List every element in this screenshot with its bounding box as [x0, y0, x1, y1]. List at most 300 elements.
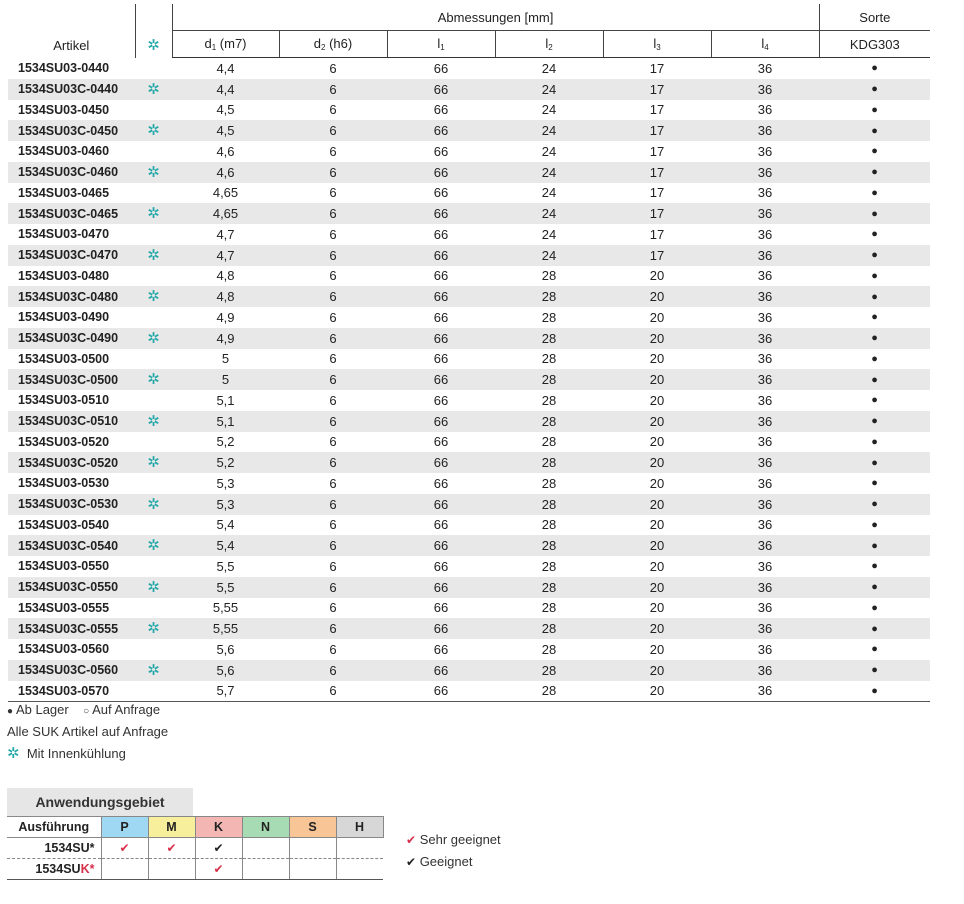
- table-row: [8, 639, 930, 660]
- l1-cell: 66: [387, 162, 495, 183]
- d2-cell: 6: [279, 328, 387, 349]
- l4-cell: 36: [711, 535, 819, 556]
- l3-cell: 20: [649, 434, 665, 450]
- l4-header: $l_4$: [711, 31, 819, 58]
- l2-cell: 24: [541, 226, 557, 242]
- stock-dot-icon: ●: [871, 560, 878, 573]
- artikel-cell: 1534SU03-0480: [18, 268, 110, 283]
- artikel-cell: 1534SU03C-0470: [8, 245, 135, 266]
- l2-cell: 28: [495, 577, 603, 598]
- l4-cell: 36: [757, 268, 773, 284]
- l1-cell: 66: [387, 681, 495, 702]
- l3-cell: 17: [603, 203, 711, 224]
- l2-cell: 28: [541, 558, 557, 574]
- coolant-cell: [135, 473, 172, 494]
- snowflake-icon: ✲: [135, 162, 172, 183]
- l4-cell: 36: [711, 203, 819, 224]
- l3-cell: 20: [603, 577, 711, 598]
- snowflake-icon: ✲: [135, 660, 172, 681]
- l2-cell: 28: [541, 351, 557, 367]
- l4-cell: 36: [757, 143, 773, 159]
- l3-cell: 17: [649, 226, 665, 242]
- suitability-cell-empty: [101, 859, 148, 880]
- l4-cell: 36: [757, 558, 773, 574]
- l3-cell: 20: [649, 558, 665, 574]
- coolant-header: [135, 4, 172, 58]
- snowflake-icon: ✲: [7, 745, 20, 762]
- coolant-cell: [135, 307, 172, 328]
- l4-cell: 36: [757, 475, 773, 491]
- table-row: [8, 203, 930, 224]
- d1-cell: 5,2: [172, 452, 279, 473]
- l3-cell: 20: [603, 369, 711, 390]
- l3-cell: 17: [649, 185, 665, 201]
- very-suitable-legend: [406, 832, 501, 847]
- artikel-cell: 1534SU03-0550: [18, 559, 110, 574]
- request-circle-icon: ○: [83, 706, 90, 717]
- red-check-icon: ✔: [213, 862, 224, 876]
- table-row: [8, 79, 930, 100]
- l2-cell: 24: [495, 120, 603, 141]
- artikel-header: Artikel: [53, 37, 90, 53]
- table-row: [8, 660, 930, 681]
- l4-cell: 36: [711, 660, 819, 681]
- l3-header: $l_3$: [603, 31, 711, 58]
- l3-cell: 20: [649, 309, 665, 325]
- red-check-icon: ✔: [166, 841, 177, 855]
- artikel-cell: 1534SU03C-0510: [8, 411, 135, 432]
- d2-cell: 6: [329, 517, 337, 533]
- stock-dot-icon: ●: [819, 203, 930, 224]
- d1-cell: 5,1: [172, 411, 279, 432]
- l2-cell: 28: [541, 434, 557, 450]
- artikel-cell: 1534SU03C-0530: [8, 494, 135, 515]
- coolant-cell: [135, 432, 172, 453]
- d2-cell: 6: [329, 641, 337, 657]
- d2-cell: 6: [329, 60, 337, 76]
- l1-cell: 66: [433, 185, 449, 201]
- ausfuehrung-cell: 1534SUK*: [7, 859, 101, 880]
- snowflake-icon: ✲: [135, 618, 172, 639]
- l1-cell: 66: [387, 535, 495, 556]
- l3-cell: 20: [603, 535, 711, 556]
- artikel-cell: 1534SU03-0440: [18, 61, 110, 76]
- table-row: [8, 494, 930, 515]
- artikel-cell: 1534SU03-0530: [18, 476, 110, 491]
- coolant-cell: [135, 266, 172, 287]
- red-check-icon: ✔: [406, 833, 417, 847]
- d1-cell: 5,4: [172, 535, 279, 556]
- stock-dot-icon: ●: [819, 162, 930, 183]
- l4-cell: 36: [711, 79, 819, 100]
- l2-cell: 24: [495, 245, 603, 266]
- artikel-cell: 1534SU03-0465: [18, 185, 110, 200]
- l2-cell: 28: [541, 600, 557, 616]
- snowflake-icon: ✲: [135, 369, 172, 390]
- l3-cell: 17: [603, 120, 711, 141]
- artikel-cell: 1534SU03C-0440: [8, 79, 135, 100]
- l2-cell: 28: [541, 517, 557, 533]
- suitability-cell: [101, 838, 148, 859]
- d1-cell: 4,8: [216, 268, 235, 284]
- suitability-cell-empty: [148, 859, 195, 880]
- l3-cell: 20: [649, 392, 665, 408]
- l3-cell: 20: [603, 618, 711, 639]
- l2-cell: 28: [495, 660, 603, 681]
- l3-cell: 20: [603, 660, 711, 681]
- d2-cell: 6: [329, 309, 337, 325]
- stock-dot-icon: ●: [819, 452, 930, 473]
- artikel-cell: 1534SU03-0540: [18, 517, 110, 532]
- application-header-row: [7, 817, 383, 838]
- stock-dot-icon: ●: [871, 103, 878, 116]
- header-row-top: [8, 4, 930, 31]
- table-row: [8, 141, 930, 162]
- l3-cell: 20: [603, 681, 711, 702]
- l1-cell: 66: [433, 226, 449, 242]
- coolant-label: Mit Innenkühlung: [26, 746, 126, 761]
- coolant-cell: [135, 515, 172, 536]
- d2-cell: 6: [329, 226, 337, 242]
- d1-cell: 4,7: [172, 245, 279, 266]
- l4-cell: 36: [711, 452, 819, 473]
- l3-cell: 20: [603, 286, 711, 307]
- l3-cell: 17: [649, 102, 665, 118]
- artikel-cell: 1534SU03C-0490: [8, 328, 135, 349]
- artikel-cell: 1534SU03C-0560: [8, 660, 135, 681]
- d2-cell: 6: [279, 411, 387, 432]
- l4-cell: 36: [757, 641, 773, 657]
- d2-cell: 6: [279, 120, 387, 141]
- d2-cell: 6: [279, 203, 387, 224]
- artikel-cell: 1534SU03C-0555: [8, 618, 135, 639]
- stock-dot-icon: ●: [871, 477, 878, 490]
- suitability-cell-empty: [289, 859, 336, 880]
- l3-cell: 20: [649, 641, 665, 657]
- stock-dot-icon: ●: [871, 228, 878, 241]
- d1-cell: 4,4: [216, 60, 235, 76]
- coolant-legend: [7, 746, 126, 761]
- l1-cell: 66: [387, 494, 495, 515]
- table-row: [8, 390, 930, 411]
- d1-cell: 5,55: [172, 618, 279, 639]
- l2-cell: 28: [495, 328, 603, 349]
- d1-header: $d_1$ (m7): [172, 31, 279, 58]
- l2-cell: 28: [495, 535, 603, 556]
- snowflake-icon: ✲: [135, 452, 172, 473]
- d2-cell: 6: [279, 452, 387, 473]
- d1-cell: 4,65: [172, 203, 279, 224]
- d2-cell: 6: [279, 577, 387, 598]
- d2-cell: 6: [279, 535, 387, 556]
- l3-cell: 20: [649, 351, 665, 367]
- stock-dot-icon: ●: [871, 145, 878, 158]
- l4-cell: 36: [757, 600, 773, 616]
- l2-cell: 28: [495, 369, 603, 390]
- stock-dot-icon: ●: [819, 577, 930, 598]
- suitable-label: Geeignet: [419, 854, 473, 869]
- stock-dot-icon: ●: [871, 186, 878, 199]
- coolant-cell: [135, 224, 172, 245]
- l1-cell: 66: [387, 660, 495, 681]
- artikel-cell: 1534SU03C-0450: [8, 120, 135, 141]
- d2-cell: 6: [329, 392, 337, 408]
- table-row: [8, 286, 930, 307]
- stock-dot-icon: ●: [819, 286, 930, 307]
- table-row: [8, 328, 930, 349]
- suitability-cell-empty: [242, 838, 289, 859]
- d1-cell: 5,6: [172, 660, 279, 681]
- artikel-cell: 1534SU03C-0540: [8, 535, 135, 556]
- d2-cell: 6: [329, 434, 337, 450]
- snowflake-icon: ✲: [135, 535, 172, 556]
- d1-cell: 5,3: [216, 475, 235, 491]
- d2-cell: 6: [329, 558, 337, 574]
- artikel-cell: 1534SU03-0460: [18, 144, 110, 159]
- l2-header: $l_2$: [495, 31, 603, 58]
- request-label: Auf Anfrage: [92, 702, 161, 717]
- material-s-header: S: [289, 817, 336, 838]
- l4-cell: 36: [711, 411, 819, 432]
- d2-cell: 6: [279, 245, 387, 266]
- sorte-code-header: KDG303: [819, 31, 930, 58]
- table-row: [8, 452, 930, 473]
- stock-dot-icon: ●: [871, 269, 878, 282]
- red-check-icon: ✔: [119, 841, 130, 855]
- d2-cell: 6: [329, 351, 337, 367]
- table-row: [8, 120, 930, 141]
- artikel-cell: 1534SU03C-0465: [8, 203, 135, 224]
- l1-cell: 66: [433, 60, 449, 76]
- l1-cell: 66: [387, 120, 495, 141]
- table-row: [8, 100, 930, 121]
- d2-cell: 6: [329, 268, 337, 284]
- stock-dot-icon: ●: [819, 120, 930, 141]
- l1-cell: 66: [433, 600, 449, 616]
- l4-cell: 36: [711, 120, 819, 141]
- stock-dot-icon: ●: [7, 706, 14, 717]
- coolant-cell: [135, 183, 172, 204]
- l1-cell: 66: [433, 434, 449, 450]
- snowflake-icon: ✲: [135, 411, 172, 432]
- article-table-body: [8, 58, 930, 702]
- l4-cell: 36: [757, 309, 773, 325]
- d1-cell: 4,7: [216, 226, 235, 242]
- suitability-cell-empty: [336, 838, 383, 859]
- stock-dot-icon: ●: [819, 328, 930, 349]
- l2-cell: 24: [495, 203, 603, 224]
- l2-cell: 28: [541, 475, 557, 491]
- table-row: [8, 411, 930, 432]
- l1-cell: 66: [387, 452, 495, 473]
- suitability-cell-empty: [336, 859, 383, 880]
- artikel-cell: 1534SU03C-0500: [8, 369, 135, 390]
- table-row: [8, 58, 930, 79]
- stock-dot-icon: ●: [871, 643, 878, 656]
- stock-dot-icon: ●: [819, 535, 930, 556]
- table-row: [8, 556, 930, 577]
- suitable-legend: [406, 854, 472, 869]
- l2-cell: 28: [495, 452, 603, 473]
- d1-cell: 4,5: [172, 120, 279, 141]
- l4-cell: 36: [711, 162, 819, 183]
- artikel-cell: 1534SU03-0490: [18, 310, 110, 325]
- stock-dot-icon: ●: [819, 494, 930, 515]
- artikel-cell: 1534SU03C-0480: [8, 286, 135, 307]
- d1-cell: 5,3: [172, 494, 279, 515]
- l1-cell: 66: [387, 618, 495, 639]
- d2-cell: 6: [279, 618, 387, 639]
- d1-cell: 4,6: [172, 162, 279, 183]
- material-p-header: P: [101, 817, 148, 838]
- l4-cell: 36: [757, 517, 773, 533]
- l2-cell: 28: [495, 681, 603, 702]
- l1-cell: 66: [387, 79, 495, 100]
- l1-cell: 66: [433, 102, 449, 118]
- application-body: [7, 838, 383, 880]
- application-title: Anwendungsgebiet: [7, 788, 193, 816]
- snowflake-icon: ✲: [135, 245, 172, 266]
- l2-cell: 24: [541, 185, 557, 201]
- d1-cell: 5,1: [216, 392, 235, 408]
- artikel-cell: 1534SU03-0470: [18, 227, 110, 242]
- coolant-cell: [135, 58, 172, 79]
- snowflake-icon: ✲: [147, 36, 160, 54]
- table-row: [8, 577, 930, 598]
- table-row: [8, 681, 930, 702]
- d1-cell: 4,5: [216, 102, 235, 118]
- d2-cell: 6: [279, 660, 387, 681]
- stock-label: Ab Lager: [15, 702, 69, 717]
- artikel-cell: 1534SU03-0510: [18, 393, 110, 408]
- d1-cell: 5,5: [216, 558, 235, 574]
- l3-cell: 20: [603, 452, 711, 473]
- l2-cell: 24: [495, 79, 603, 100]
- d2-cell: 6: [279, 79, 387, 100]
- l3-cell: 17: [649, 143, 665, 159]
- l1-cell: 66: [433, 392, 449, 408]
- d1-cell: 4,4: [172, 79, 279, 100]
- l1-cell: 66: [387, 286, 495, 307]
- material-n-header: N: [242, 817, 289, 838]
- table-row: [8, 535, 930, 556]
- l1-cell: 66: [387, 577, 495, 598]
- d2-cell: 6: [279, 681, 387, 702]
- stock-dot-icon: ●: [819, 369, 930, 390]
- l2-cell: 28: [495, 494, 603, 515]
- l3-cell: 20: [603, 411, 711, 432]
- black-check-icon: ✔: [213, 841, 224, 855]
- table-row: [8, 224, 930, 245]
- l1-cell: 66: [433, 475, 449, 491]
- l4-cell: 36: [711, 577, 819, 598]
- stock-dot-icon: ●: [819, 411, 930, 432]
- stock-dot-icon: ●: [871, 62, 878, 75]
- d2-cell: 6: [329, 143, 337, 159]
- l3-cell: 20: [649, 600, 665, 616]
- l2-cell: 24: [541, 60, 557, 76]
- snowflake-icon: ✲: [135, 79, 172, 100]
- d2-cell: 6: [329, 185, 337, 201]
- table-row: [8, 369, 930, 390]
- artikel-cell: 1534SU03C-0520: [8, 452, 135, 473]
- l3-cell: 17: [603, 162, 711, 183]
- l4-cell: 36: [757, 60, 773, 76]
- suk-note: Alle SUK Artikel auf Anfrage: [7, 724, 169, 739]
- l1-cell: 66: [433, 309, 449, 325]
- material-m-header: M: [148, 817, 195, 838]
- d1-cell: 5,2: [216, 434, 235, 450]
- suitability-cell: [195, 859, 242, 880]
- artikel-cell: 1534SU03C-0550: [8, 577, 135, 598]
- stock-dot-icon: ●: [871, 435, 878, 448]
- l4-cell: 36: [757, 226, 773, 242]
- snowflake-icon: ✲: [135, 120, 172, 141]
- l1-cell: 66: [387, 411, 495, 432]
- d2-cell: 6: [279, 162, 387, 183]
- l1-cell: 66: [387, 369, 495, 390]
- l3-cell: 20: [649, 475, 665, 491]
- d2-cell: 6: [279, 369, 387, 390]
- ausfuehrung-cell: 1534SU*: [7, 838, 101, 859]
- coolant-cell: [135, 349, 172, 370]
- coolant-cell: [135, 390, 172, 411]
- artikel-cell: 1534SU03C-0460: [8, 162, 135, 183]
- d1-cell: 5,5: [172, 577, 279, 598]
- d2-cell: 6: [329, 600, 337, 616]
- stock-dot-icon: ●: [871, 352, 878, 365]
- artikel-cell: 1534SU03-0560: [18, 642, 110, 657]
- l4-cell: 36: [711, 245, 819, 266]
- artikel-cell: 1534SU03-0570: [8, 681, 135, 702]
- coolant-cell: [135, 556, 172, 577]
- table-row: [8, 349, 930, 370]
- d2-header: $d_2$ (h6): [279, 31, 387, 58]
- suitability-cell-empty: [289, 838, 336, 859]
- material-h-header: H: [336, 817, 383, 838]
- l3-cell: 20: [649, 268, 665, 284]
- l2-cell: 28: [495, 286, 603, 307]
- stock-dot-icon: ●: [819, 245, 930, 266]
- artikel-cell: 1534SU03-0500: [18, 351, 110, 366]
- stock-dot-icon: ●: [871, 394, 878, 407]
- coolant-cell: [135, 141, 172, 162]
- coolant-cell: [135, 639, 172, 660]
- l4-cell: 36: [711, 618, 819, 639]
- table-row: [8, 618, 930, 639]
- l4-cell: 36: [757, 434, 773, 450]
- d1-cell: 4,9: [216, 309, 235, 325]
- l1-cell: 66: [433, 268, 449, 284]
- d1-cell: 5,4: [216, 517, 235, 533]
- l1-cell: 66: [387, 245, 495, 266]
- artikel-cell: 1534SU03-0520: [18, 434, 110, 449]
- l2-cell: 28: [541, 268, 557, 284]
- stock-dot-icon: ●: [819, 660, 930, 681]
- l2-cell: 28: [541, 392, 557, 408]
- suitability-cell: [148, 838, 195, 859]
- artikel-cell: 1534SU03-0450: [18, 102, 110, 117]
- table-row: [8, 432, 930, 453]
- table-row: [8, 266, 930, 287]
- stock-dot-icon: ●: [871, 518, 878, 531]
- l3-cell: 17: [603, 245, 711, 266]
- coolant-cell: [135, 681, 172, 702]
- d1-cell: 5,7: [172, 681, 279, 702]
- d2-cell: 6: [279, 494, 387, 515]
- d1-cell: 5: [221, 351, 230, 367]
- l3-cell: 20: [603, 494, 711, 515]
